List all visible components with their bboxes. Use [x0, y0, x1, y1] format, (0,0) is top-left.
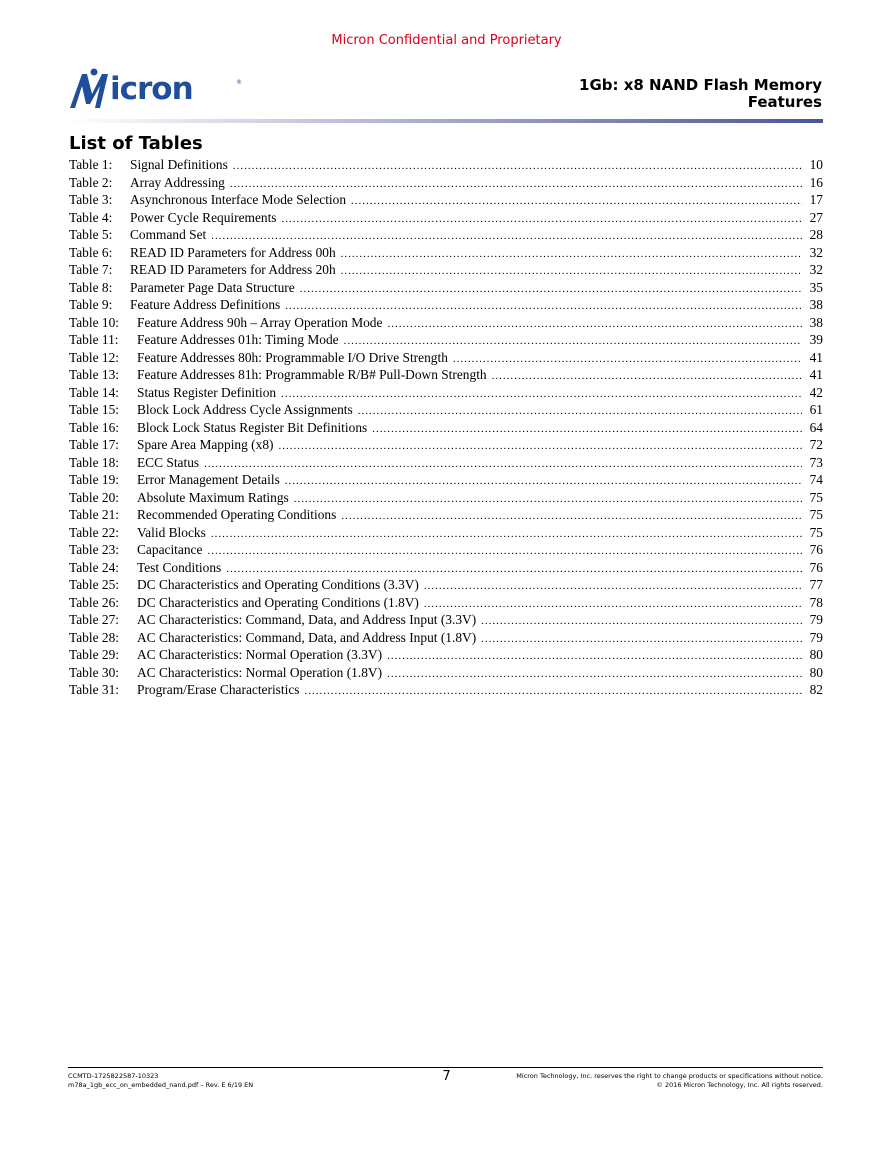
dot-leader [351, 193, 802, 211]
toc-entry[interactable] [69, 594, 823, 612]
toc-entry[interactable] [69, 296, 823, 314]
toc-entry-label: Table 12: [69, 349, 120, 365]
toc-entry-title: Valid Blocks [137, 524, 206, 540]
header-title-line2: Features [747, 93, 822, 111]
dot-leader [204, 456, 802, 474]
toc-entry-page: 75 [809, 524, 823, 540]
toc-entry-label: Table 28: [69, 629, 120, 645]
toc-entry-page: 61 [809, 402, 823, 417]
toc-entry-title: Feature Addresses 80h: Programmable I/O Drive Strength [137, 349, 448, 365]
toc-entry-title: AC Characteristics: Command, Data, and Address Input (1.8V) [137, 629, 477, 645]
toc-entry-title: DC Characteristics and Operating Conditions (1.8V) [137, 594, 419, 610]
dot-leader [233, 158, 802, 176]
toc-entry[interactable] [69, 664, 823, 682]
dot-leader [372, 421, 802, 439]
dot-leader [211, 526, 802, 544]
toc-entry-label: Table 14: [69, 384, 120, 400]
toc-entry-label: Table 27: [69, 612, 120, 627]
toc-entry-page: 77 [809, 577, 823, 592]
toc-entry[interactable] [69, 366, 823, 384]
dot-leader [358, 403, 802, 421]
toc-entry-label: Table 11: [69, 332, 119, 347]
toc-entry-title: Parameter Page Data Structure [130, 279, 295, 295]
dot-leader [387, 316, 802, 334]
toc-entry-page: 82 [809, 682, 823, 697]
page-number: 7 [442, 1069, 451, 1084]
list-of-tables [69, 156, 823, 699]
toc-entry[interactable] [69, 471, 823, 489]
toc-entry[interactable] [69, 454, 823, 472]
toc-entry-page: 74 [809, 472, 823, 487]
toc-entry[interactable] [69, 629, 823, 647]
toc-entry-label: Table 30: [69, 664, 120, 680]
toc-entry-label: Table 23: [69, 542, 120, 557]
svg-text:®: ® [236, 79, 242, 86]
toc-entry-label: Table 29: [69, 647, 120, 662]
footer-disclaimer: Micron Technology, Inc. reserves the right to change products or specifications without notice. [516, 1072, 823, 1080]
dot-leader [341, 246, 802, 264]
toc-entry-title: DC Characteristics and Operating Conditions (3.3V) [137, 577, 419, 592]
dot-leader [282, 211, 802, 229]
dot-leader [387, 666, 802, 684]
toc-entry-title: READ ID Parameters for Address 20h [130, 262, 336, 277]
toc-entry-label: Table 1: [69, 157, 113, 172]
toc-entry-title: Feature Address Definitions [130, 297, 281, 312]
toc-entry-label: Table 10: [69, 314, 120, 330]
dot-leader [207, 543, 802, 561]
toc-entry[interactable] [69, 384, 823, 402]
toc-entry[interactable] [69, 559, 823, 577]
section-title: List of Tables [69, 133, 203, 154]
toc-entry-label: Table 25: [69, 577, 120, 592]
toc-entry-page: 38 [809, 314, 823, 330]
toc-entry-title: Command Set [130, 227, 207, 242]
toc-entry-label: Table 26: [69, 594, 120, 610]
toc-entry-title: AC Characteristics: Command, Data, and Address Input (3.3V) [137, 612, 477, 627]
toc-entry-title: AC Characteristics: Normal Operation (1.8V) [137, 664, 383, 680]
micron-logo [68, 64, 246, 114]
toc-entry-page: 32 [809, 244, 823, 260]
toc-entry[interactable] [69, 646, 823, 664]
toc-entry-label: Table 2: [69, 174, 113, 190]
footer-legal [516, 1072, 823, 1090]
toc-entry-title: Asynchronous Interface Mode Selection [130, 192, 347, 207]
toc-entry-title: Feature Address 90h – Array Operation Mode [137, 314, 383, 330]
toc-entry-page: 75 [809, 489, 823, 505]
toc-entry-title: Block Lock Address Cycle Assignments [137, 402, 353, 417]
toc-entry[interactable] [69, 209, 823, 227]
toc-entry-label: Table 4: [69, 209, 113, 225]
toc-entry-title: Spare Area Mapping (x8) [137, 437, 274, 452]
toc-entry-title: Status Register Definition [137, 384, 277, 400]
toc-entry-page: 80 [809, 664, 823, 680]
footer-filename: m78a_1gb_ecc_on_embedded_nand.pdf – Rev. E 6/19 EN [68, 1081, 254, 1089]
toc-entry[interactable] [69, 506, 823, 524]
toc-entry-page: 27 [809, 209, 823, 225]
toc-entry-title: Absolute Maximum Ratings [137, 489, 289, 505]
dot-leader [481, 631, 802, 649]
toc-entry-label: Table 21: [69, 507, 120, 522]
toc-entry[interactable] [69, 244, 823, 262]
dot-leader [278, 438, 802, 456]
toc-entry-page: 72 [809, 437, 823, 452]
toc-entry-title: Capacitance [137, 542, 203, 557]
dot-leader [300, 281, 802, 299]
toc-entry[interactable] [69, 156, 823, 174]
toc-entry-title: Error Management Details [137, 472, 280, 487]
toc-entry-page: 32 [809, 262, 823, 277]
toc-entry[interactable] [69, 541, 823, 559]
toc-entry-title: Power Cycle Requirements [130, 209, 277, 225]
toc-entry-page: 41 [809, 349, 823, 365]
toc-entry-page: 79 [809, 612, 823, 627]
toc-entry-label: Table 6: [69, 244, 113, 260]
toc-entry-label: Table 8: [69, 279, 113, 295]
dot-leader [281, 386, 802, 404]
toc-entry[interactable] [69, 489, 823, 507]
toc-entry-title: Block Lock Status Register Bit Definitions [137, 419, 368, 435]
toc-entry-page: 75 [809, 507, 823, 522]
toc-entry-page: 79 [809, 629, 823, 645]
toc-entry-page: 41 [809, 367, 823, 382]
document-header-title [579, 77, 822, 111]
footer-copyright: © 2016 Micron Technology, Inc. All rights reserved. [656, 1081, 823, 1089]
toc-entry-label: Table 19: [69, 472, 120, 487]
toc-entry-label: Table 20: [69, 489, 120, 505]
dot-leader [424, 578, 802, 596]
dot-leader [341, 263, 802, 281]
toc-entry-page: 64 [809, 419, 823, 435]
toc-entry[interactable] [69, 191, 823, 209]
toc-entry-page: 10 [809, 157, 823, 172]
toc-entry-page: 78 [809, 594, 823, 610]
toc-entry-page: 38 [809, 297, 823, 312]
toc-entry-label: Table 31: [69, 682, 120, 697]
toc-entry[interactable] [69, 681, 823, 699]
dot-leader [294, 491, 802, 509]
toc-entry[interactable] [69, 226, 823, 244]
toc-entry-title: Feature Addresses 81h: Programmable R/B# Pull-Down Strength [137, 367, 487, 382]
toc-entry[interactable] [69, 401, 823, 419]
toc-entry-title: Test Conditions [137, 559, 222, 575]
toc-entry-title: Recommended Operating Conditions [137, 507, 337, 522]
header-divider [68, 119, 823, 123]
toc-entry-title: READ ID Parameters for Address 00h [130, 244, 336, 260]
svg-text:icron: icron [110, 71, 193, 107]
toc-entry-page: 39 [809, 332, 823, 347]
dot-leader [285, 473, 802, 491]
toc-entry[interactable] [69, 279, 823, 297]
toc-entry-label: Table 9: [69, 297, 113, 312]
toc-entry[interactable] [69, 331, 823, 349]
dot-leader [453, 351, 802, 369]
dot-leader [424, 596, 802, 614]
toc-entry-page: 80 [809, 647, 823, 662]
toc-entry-label: Table 18: [69, 454, 120, 470]
dot-leader [492, 368, 802, 386]
toc-entry[interactable] [69, 436, 823, 454]
toc-entry[interactable] [69, 576, 823, 594]
toc-entry-page: 17 [809, 192, 823, 207]
toc-entry-page: 16 [809, 174, 823, 190]
header-title-line1: 1Gb: x8 NAND Flash Memory [579, 76, 822, 94]
toc-entry-title: Feature Addresses 01h: Timing Mode [137, 332, 339, 347]
toc-entry-page: 73 [809, 454, 823, 470]
footer-doc-id: CCMTD-1725822587-10323 [68, 1072, 159, 1080]
toc-entry-label: Table 22: [69, 524, 120, 540]
toc-entry[interactable] [69, 261, 823, 279]
toc-entry-page: 28 [809, 227, 823, 242]
dot-leader [305, 683, 803, 701]
dot-leader [481, 613, 802, 631]
toc-entry-label: Table 24: [69, 559, 120, 575]
toc-entry[interactable] [69, 524, 823, 542]
toc-entry[interactable] [69, 174, 823, 192]
toc-entry[interactable] [69, 314, 823, 332]
toc-entry-title: ECC Status [137, 454, 200, 470]
toc-entry-page: 76 [809, 542, 823, 557]
toc-entry-label: Table 15: [69, 402, 120, 417]
toc-entry-label: Table 16: [69, 419, 120, 435]
toc-entry-title: Signal Definitions [130, 157, 228, 172]
toc-entry-page: 76 [809, 559, 823, 575]
toc-entry-label: Table 17: [69, 437, 120, 452]
toc-entry[interactable] [69, 349, 823, 367]
toc-entry-page: 42 [809, 384, 823, 400]
toc-entry-title: Program/Erase Characteristics [137, 682, 300, 697]
toc-entry-label: Table 5: [69, 227, 113, 242]
dot-leader [387, 648, 802, 666]
confidential-notice: Micron Confidential and Proprietary [331, 33, 562, 48]
toc-entry[interactable] [69, 611, 823, 629]
toc-entry-title: AC Characteristics: Normal Operation (3.3V) [137, 647, 383, 662]
footer-divider [68, 1067, 823, 1068]
toc-entry[interactable] [69, 419, 823, 437]
toc-entry-label: Table 3: [69, 192, 113, 207]
toc-entry-label: Table 13: [69, 367, 120, 382]
toc-entry-label: Table 7: [69, 262, 113, 277]
toc-entry-page: 35 [809, 279, 823, 295]
dot-leader [341, 508, 802, 526]
toc-entry-title: Array Addressing [130, 174, 225, 190]
